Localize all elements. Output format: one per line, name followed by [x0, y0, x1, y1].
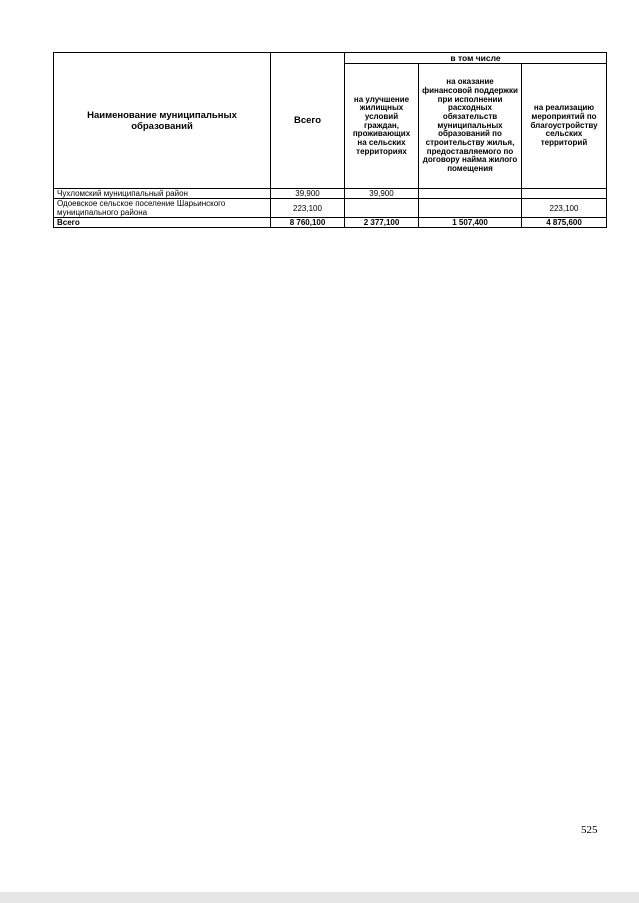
total-label: Всего [54, 218, 271, 228]
row-name: Одоевское сельское поселение Шарьинского муниципального района [54, 199, 271, 218]
row-housing: 39,900 [345, 189, 419, 199]
row-financial-support [419, 199, 522, 218]
row-name: Чухломский муниципальный район [54, 189, 271, 199]
header-row-group [54, 53, 607, 64]
header-municipality-name: Наименование муниципальных образований [54, 53, 271, 189]
table-row [54, 189, 607, 199]
header-total: Всего [271, 53, 345, 189]
total-sum: 8 760,100 [271, 218, 345, 228]
row-total: 39,900 [271, 189, 345, 199]
row-housing [345, 199, 419, 218]
total-housing: 2 377,100 [345, 218, 419, 228]
table-row [54, 199, 607, 218]
total-financial-support: 1 507,400 [419, 218, 522, 228]
row-improvement [522, 189, 607, 199]
page-number: 525 [581, 824, 598, 836]
total-row [54, 218, 607, 228]
total-improvement: 4 875,600 [522, 218, 607, 228]
scan-footer-strip [0, 892, 639, 903]
subsidy-table [53, 52, 607, 228]
header-financial-support: на оказание финансовой поддержки при исполнении расходных обязательств муниципальных образований по строительству жилья, предоставляемого по договору найма жилого помещения [419, 64, 522, 189]
row-total: 223,100 [271, 199, 345, 218]
header-improvement: на реализацию мероприятий по благоустройству сельских территорий [522, 64, 607, 189]
row-financial-support [419, 189, 522, 199]
header-housing: на улучшение жилищных условий граждан, проживающих на сельских территориях [345, 64, 419, 189]
header-including: в том числе [345, 53, 607, 64]
row-improvement: 223,100 [522, 199, 607, 218]
